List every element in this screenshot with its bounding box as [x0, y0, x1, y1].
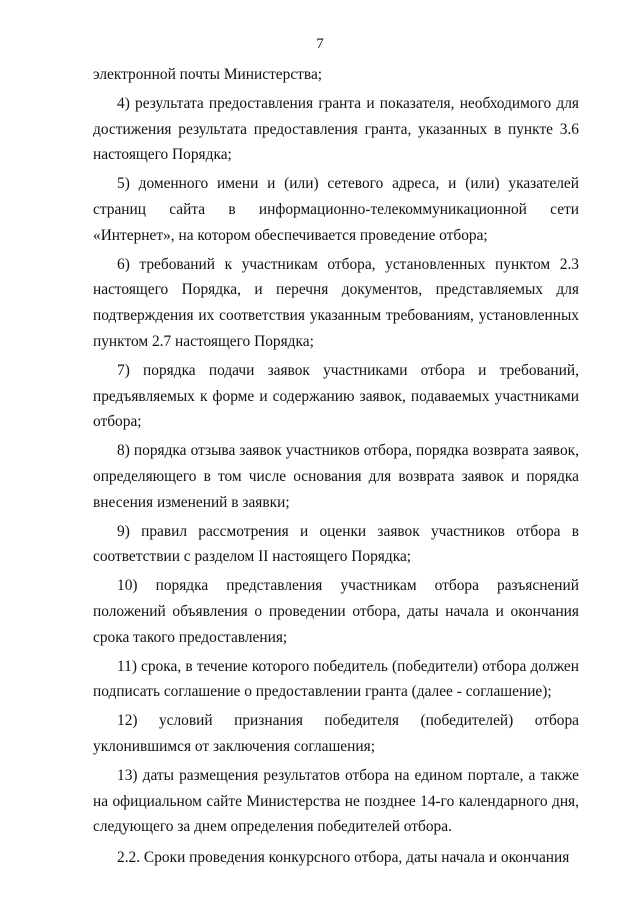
list-item-5: 5) доменного имени и (или) сетевого адреса, и (или) указателей страниц сайта в информационно-телекоммуникационной сети «Интернет», на котором обеспечивается проведение отбора;	[93, 175, 579, 244]
list-item-11: 11) срока, в течение которого победитель (победители) отбора должен подписать соглашение о предоставлении гранта (далее - соглашение);	[93, 657, 579, 701]
list-item-10: 10) порядка представления участникам отбора разъяснений положений объявления о проведении отбора, даты начала и окончания срока такого предоставления;	[93, 577, 579, 646]
list-item-13: 13) даты размещения результатов отбора на едином портале, а также на официальном сайте Министерства не позднее 14-го календарного дня, следующего за днем определения победителей отбора.	[93, 766, 579, 836]
list-item-12: 12) условий признания победителя (победителей) отбора уклонившимся от заключения соглашения;	[93, 712, 579, 755]
list-item-8: 8) порядка отзыва заявок участников отбора, порядка возврата заявок, определяющего в том числе основания для возврата заявок и порядка внесения изменений в заявки;	[93, 442, 579, 511]
list-item-9: 9) правил рассмотрения и оценки заявок участников отбора в соответствии с разделом II настоящего Порядка;	[93, 522, 579, 566]
document-body	[93, 62, 579, 843]
page-number: 7	[316, 36, 324, 52]
list-item-4: 4) результата предоставления гранта и показателя, необходимого для достижения результата предоставления гранта, указанных в пункте 3.6 настоящего Порядка;	[93, 94, 579, 164]
paragraph-continuation: электронной почты Министерства;	[93, 66, 323, 83]
section-heading-2-2: 2.2. Сроки проведения конкурсного отбора, даты начала и окончания	[117, 849, 570, 866]
list-item-6: 6) требований к участникам отбора, установленных пунктом 2.3 настоящего Порядка, и перечня документов, представляемых для подтверждения их соответствия указанным требованиям, установленных пунктом 2.7 настоящего Порядка;	[93, 255, 579, 350]
list-item-7: 7) порядка подачи заявок участниками отбора и требований, предъявляемых к форме и содержанию заявок, подаваемых участниками отбора;	[93, 361, 579, 431]
